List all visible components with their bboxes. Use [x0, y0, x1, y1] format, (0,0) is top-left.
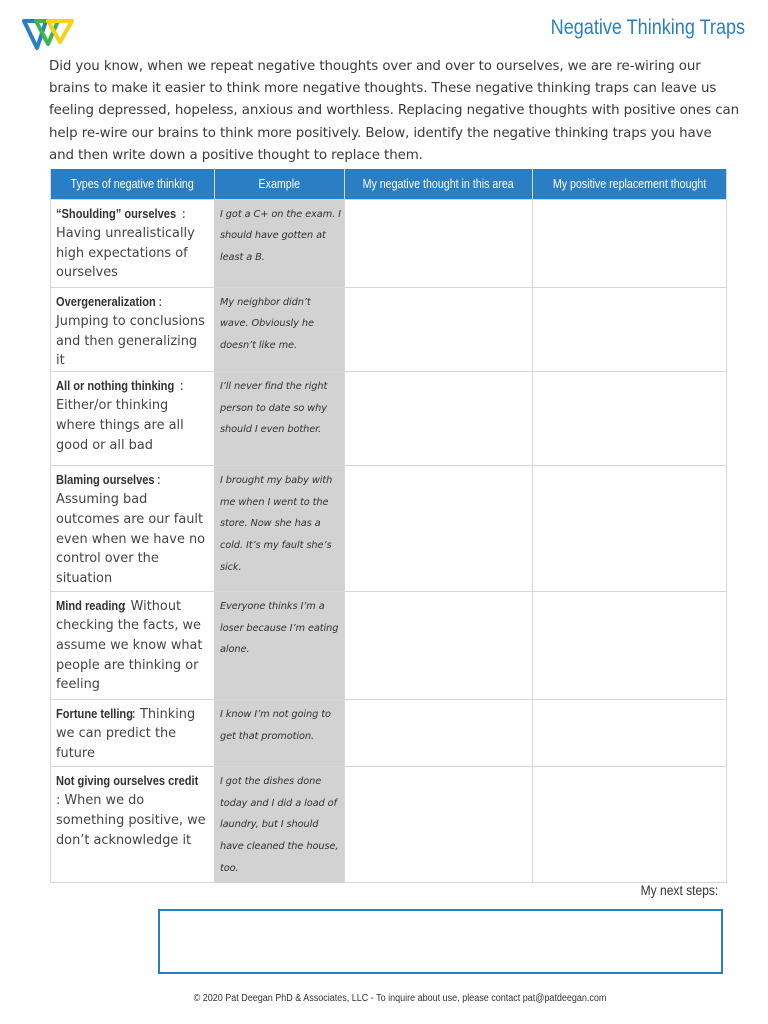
- negative-thought-cell[interactable]: [345, 199, 533, 287]
- example-cell: I know I’m not going to get that promotion.: [215, 699, 345, 766]
- table-row: [51, 591, 727, 699]
- negative-thought-cell[interactable]: [345, 371, 533, 465]
- negative-thought-cell[interactable]: [345, 766, 533, 882]
- positive-thought-cell[interactable]: [533, 465, 727, 591]
- positive-thought-cell[interactable]: [533, 591, 727, 699]
- trap-description: : Without checking the facts, we assume we know what people are thinking or feeling: [56, 598, 203, 693]
- header-types: Types of negative thinking: [51, 169, 215, 199]
- table-row: [51, 766, 727, 882]
- trap-term: Overgeneralization: [56, 293, 156, 309]
- negative-thought-cell[interactable]: [345, 465, 533, 591]
- trap-type-cell: [51, 371, 215, 465]
- negative-thought-cell[interactable]: [345, 699, 533, 766]
- trap-description: : Assuming bad outcomes are our fault even when we have no control over the situation: [56, 472, 206, 586]
- intro-paragraph: Did you know, when we repeat negative thoughts over and over to ourselves, we are re-wiring our brains to make it easier to think more negative thoughts. These negative thinking traps can leave us feeling depressed, hopeless, anxious and worthless. Replacing negative thoughts with positive ones can help re-wire our brains to think more positively. Below, identify the negative thinking traps you have and then write down a positive thought to replace them.: [49, 59, 739, 163]
- header-negative-thought: My negative thought in this area: [345, 169, 533, 199]
- example-cell: I got a C+ on the exam. I should have gotten at least a B.: [215, 199, 345, 287]
- trap-type-cell: [51, 766, 215, 882]
- trap-description: : Jumping to conclusions and then generalizing it: [56, 294, 205, 369]
- header-positive-thought: My positive replacement thought: [533, 169, 727, 199]
- copyright-footer: © 2020 Pat Deegan PhD & Associates, LLC - To inquire about use, please contact pat@patdeegan.com: [193, 993, 607, 1004]
- table-header-row: [51, 169, 727, 199]
- example-cell: I brought my baby with me when I went to the store. Now she has a cold. It’s my fault she’s sick.: [215, 465, 345, 591]
- trap-description: : Thinking we can predict the future: [56, 706, 196, 762]
- thinking-traps-table: [50, 169, 727, 883]
- positive-thought-cell[interactable]: [533, 766, 727, 882]
- trap-type-cell: [51, 591, 215, 699]
- trap-type-cell: [51, 699, 215, 766]
- table-row: [51, 371, 727, 465]
- negative-thought-cell[interactable]: [345, 591, 533, 699]
- triangle-logo-icon: [22, 18, 74, 50]
- example-cell: I got the dishes done today and I did a load of laundry, but I should have cleaned the house, too.: [215, 766, 345, 882]
- table-row: [51, 699, 727, 766]
- table-row: [51, 465, 727, 591]
- example-cell: My neighbor didn’t wave. Obviously he doesn’t like me.: [215, 287, 345, 371]
- positive-thought-cell[interactable]: [533, 287, 727, 371]
- trap-term: Blaming ourselves: [56, 471, 155, 487]
- trap-term: Mind reading: [56, 597, 125, 613]
- example-cell: Everyone thinks I’m a loser because I’m eating alone.: [215, 591, 345, 699]
- trap-term: Fortune telling: [56, 705, 133, 721]
- trap-term: Not giving ourselves credit: [56, 772, 199, 788]
- page-title: Negative Thinking Traps: [550, 16, 745, 39]
- trap-type-cell: [51, 287, 215, 371]
- trap-type-cell: [51, 465, 215, 591]
- trap-term: All or nothing thinking: [56, 377, 175, 393]
- table-row: [51, 199, 727, 287]
- positive-thought-cell[interactable]: [533, 699, 727, 766]
- trap-description: : Either/or thinking where things are all good or all bad: [56, 378, 184, 453]
- trap-term: “Shoulding” ourselves: [56, 205, 177, 221]
- next-steps-input[interactable]: [158, 909, 723, 974]
- positive-thought-cell[interactable]: [533, 199, 727, 287]
- trap-type-cell: [51, 199, 215, 287]
- example-cell: I’ll never find the right person to date so why should I even bother.: [215, 371, 345, 465]
- next-steps-label: My next steps:: [640, 882, 718, 898]
- trap-description: : When we do something positive, we don’t acknowledge it: [56, 793, 206, 848]
- trap-description: : Having unrealistically high expectations of ourselves: [56, 206, 195, 281]
- header-example: Example: [215, 169, 345, 199]
- table-row: [51, 287, 727, 371]
- negative-thought-cell[interactable]: [345, 287, 533, 371]
- positive-thought-cell[interactable]: [533, 371, 727, 465]
